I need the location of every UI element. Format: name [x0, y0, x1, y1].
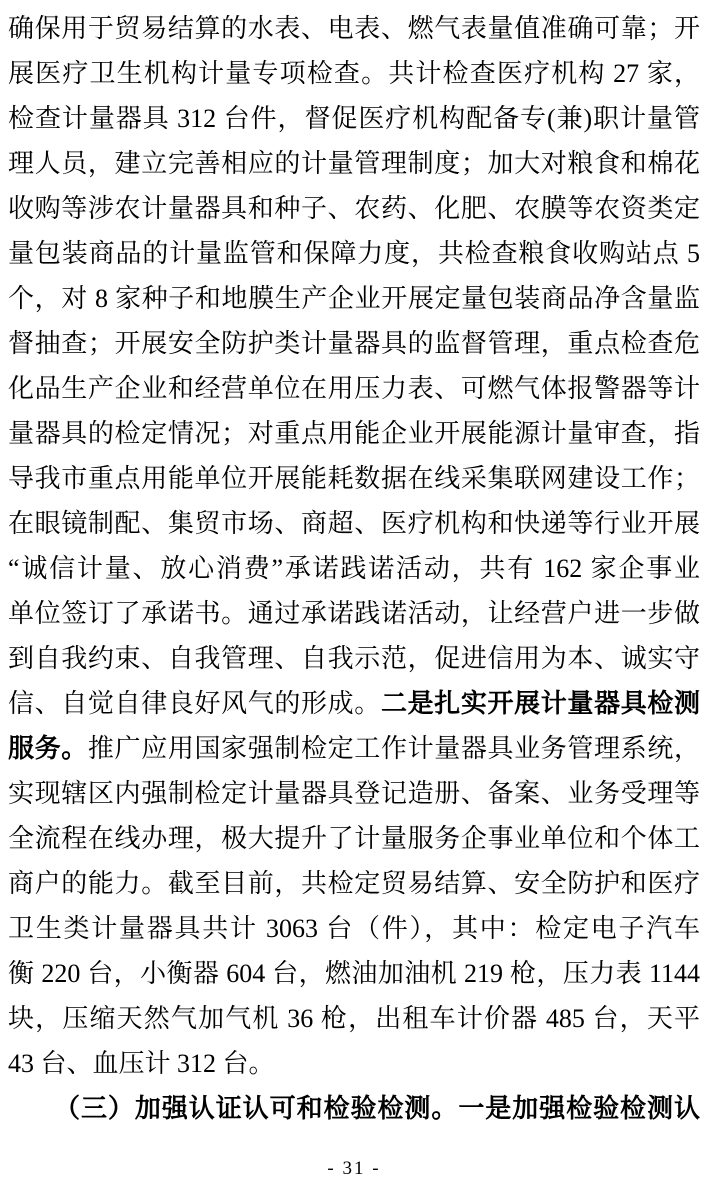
body-text: 收购等涉农计量器具和种子、农药、化肥、农膜等农资类定 [8, 194, 700, 223]
body-text: 推广应用国家强制检定工作计量器具业务管理系统， [87, 734, 700, 763]
text-line [8, 681, 700, 726]
body-text: 全流程在线办理，极大提升了计量服务企事业单位和个体工 [8, 824, 700, 853]
body-text: 单位签订了承诺书。通过承诺践诺活动，让经营户进一步做 [8, 599, 700, 628]
text-line [8, 186, 700, 231]
text-line [8, 996, 700, 1041]
body-text: 个，对 8 家种子和地膜生产企业开展定量包装商品净含量监 [8, 284, 700, 313]
text-line [8, 411, 700, 456]
text-line [8, 6, 700, 51]
body-text: 确保用于贸易结算的水表、电表、燃气表量值准确可靠；开 [8, 14, 700, 43]
text-line [8, 456, 700, 501]
text-line [8, 96, 700, 141]
text-line [8, 591, 700, 636]
body-text: 量器具的检定情况；对重点用能企业开展能源计量审查，指 [8, 419, 700, 448]
emphasis-text: 二是扎实开展计量器具检测 [380, 689, 700, 718]
emphasis-text: 一是加强检验检测认 [458, 1094, 700, 1123]
text-line [8, 276, 700, 321]
text-line [8, 726, 700, 771]
body-text: 导我市重点用能单位开展能耗数据在线采集联网建设工作； [8, 464, 700, 493]
text-line [8, 501, 700, 546]
text-block [8, 6, 700, 1131]
text-line [8, 861, 700, 906]
emphasis-text: （三）加强认证认可和检验检测。 [54, 1094, 459, 1123]
text-line [8, 951, 700, 996]
body-text: 检查计量器具 312 台件，督促医疗机构配备专(兼)职计量管 [8, 104, 700, 133]
text-line [8, 321, 700, 366]
body-text: 块，压缩天然气加气机 36 枪，出租车计价器 485 台，天平 [8, 1004, 700, 1033]
text-line [8, 1086, 700, 1131]
text-line [8, 816, 700, 861]
body-text: “诚信计量、放心消费”承诺践诺活动，共有 162 家企事业 [8, 554, 700, 583]
body-text: 衡 220 台，小衡器 604 台，燃油加油机 219 枪，压力表 1144 [8, 959, 700, 988]
text-line [8, 51, 700, 96]
text-line [8, 546, 700, 591]
text-line [8, 906, 700, 951]
body-text: 在眼镜制配、集贸市场、商超、医疗机构和快递等行业开展 [8, 509, 700, 538]
emphasis-text: 服务。 [8, 734, 88, 763]
text-line [8, 366, 700, 411]
text-line [8, 231, 700, 276]
text-line [8, 1041, 700, 1086]
page-number: - 31 - [327, 1158, 381, 1179]
body-text: 卫生类计量器具共计 3063 台（件），其中：检定电子汽车 [8, 914, 700, 943]
body-text: 到自我约束、自我管理、自我示范，促进信用为本、诚实守 [8, 644, 700, 673]
body-text: 展医疗卫生机构计量专项检查。共计检查医疗机构 27 家， [8, 59, 700, 88]
body-text: 量包装商品的计量监管和保障力度，共检查粮食收购站点 5 [8, 239, 700, 268]
body-text: 督抽查；开展安全防护类计量器具的监督管理，重点检查危 [8, 329, 700, 358]
body-text: 理人员，建立完善相应的计量管理制度；加大对粮食和棉花 [8, 149, 700, 178]
text-line [8, 636, 700, 681]
body-text: 43 台、血压计 312 台。 [8, 1049, 275, 1078]
body-text: 化品生产企业和经营单位在用压力表、可燃气体报警器等计 [8, 374, 700, 403]
text-line [8, 141, 700, 186]
body-text: 商户的能力。截至目前，共检定贸易结算、安全防护和医疗 [8, 869, 700, 898]
body-text: 信、自觉自律良好风气的形成。 [8, 689, 381, 718]
body-text: 实现辖区内强制检定计量器具登记造册、备案、业务受理等 [8, 779, 700, 808]
text-line [8, 771, 700, 816]
